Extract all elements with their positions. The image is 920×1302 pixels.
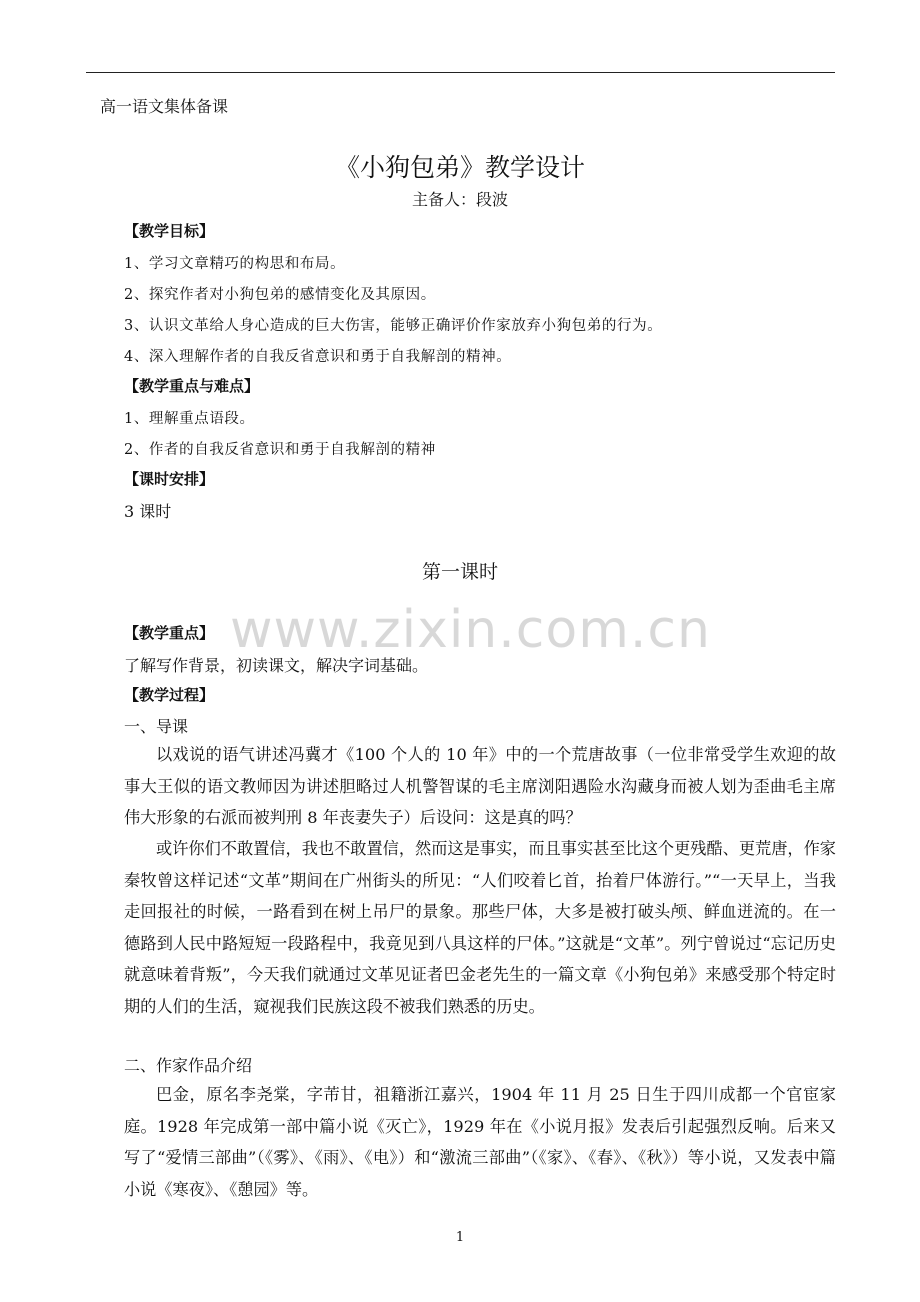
paragraph-intro: 以戏说的语气讲述冯冀才《100 个人的 10 年》中的一个荒唐故事（一位非常受学生欢迎的故事大王似的语文教师因为讲述胆略过人机警智谋的毛主席浏阳遇险水沟藏身而被人划为歪曲毛主席伟大形象的右派而被判刑 8 年丧妻失子）后设问：这是真的吗？ <box>124 745 836 827</box>
document-header: 高一语文集体备课 <box>100 97 229 116</box>
header-rule <box>86 72 835 73</box>
page-number: 1 <box>455 1230 465 1245</box>
section-heading: 一、导课 <box>124 717 189 736</box>
objective-item: 1、学习文章精巧的构思和布局。 <box>124 256 346 272</box>
paragraph-author-intro: 巴金，原名李尧棠，字芾甘，祖籍浙江嘉兴，1904 年 11 月 25 日生于四川成都一个官宦家庭。1928 年完成第一部中篇小说《灭亡》，1929 年在《小说月报》发表后引起强烈反响。后来又写了“爱情三部曲”（《雾》、《雨》、《电》）和“激流三部曲”（《家》、《春》、《秋》）等小说，又发表中篇小说《寒夜》、《憩园》等。 <box>124 1085 836 1199</box>
objective-item: 3、认识文革给人身心造成的巨大伤害，能够正确评价作家放弃小狗包弟的行为。 <box>124 318 663 334</box>
schedule-text: 3 课时 <box>124 502 172 521</box>
keypoint-item: 2、作者的自我反省意识和勇于自我解剖的精神 <box>124 442 436 458</box>
section-heading: 二、作家作品介绍 <box>124 1056 253 1075</box>
watermark: www.zixin.com.cn <box>230 600 711 660</box>
focus-heading: 【教学重点】 <box>124 624 215 642</box>
keypoint-item: 1、理解重点语段。 <box>124 411 255 427</box>
lesson-title: 第一课时 <box>421 561 498 583</box>
objective-item: 2、探究作者对小狗包弟的感情变化及其原因。 <box>124 287 436 303</box>
objective-item: 4、深入理解作者的自我反省意识和勇于自我解剖的精神。 <box>124 349 512 365</box>
document-title: 《小狗包弟》教学设计 <box>334 153 585 182</box>
document-author: 主备人：段波 <box>411 190 508 209</box>
process-heading: 【教学过程】 <box>124 686 215 704</box>
objectives-heading: 【教学目标】 <box>124 222 215 240</box>
focus-text: 了解写作背景，初读课文，解决字词基础。 <box>124 656 429 675</box>
schedule-heading: 【课时安排】 <box>124 470 215 488</box>
paragraph-background: 或许你们不敢置信，我也不敢置信，然而这是事实，而且事实甚至比这个更残酷、更荒唐，作家秦牧曾这样记述“文革”期间在广州街头的所见：“人们咬着匕首，抬着尸体游行。”“一天早上，当我走回报社的时候，一路看到在树上吊尸的景象。那些尸体，大多是被打破头颅、鲜血迸流的。在一德路到人民中路短短一段路程中，我竟见到八具这样的尸体。”这就是“文革”。列宁曾说过“忘记历史就意味着背叛”，今天我们就通过文革见证者巴金老先生的一篇文章《小狗包弟》来感受那个特定时期的人们的生活，窥视我们民族这段不被我们熟悉的历史。 <box>124 839 836 1016</box>
keypoints-heading: 【教学重点与难点】 <box>124 377 260 395</box>
